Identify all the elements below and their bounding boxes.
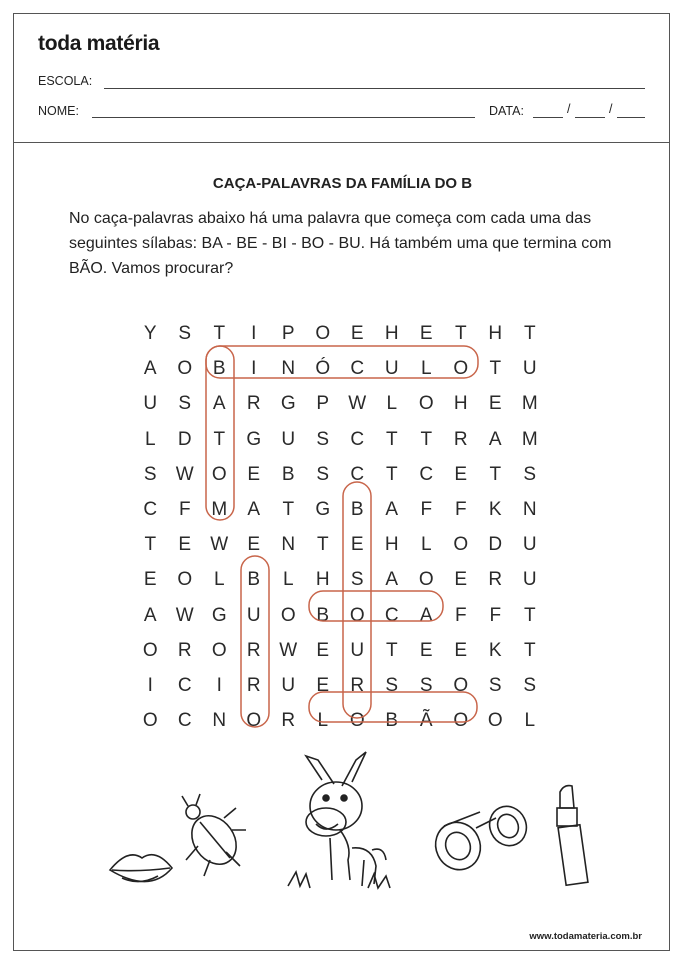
grid-letter[interactable]: U — [281, 674, 296, 696]
grid-letter[interactable]: A — [419, 604, 433, 626]
name-field[interactable] — [92, 117, 475, 118]
grid-letter[interactable]: O — [280, 604, 296, 626]
grid-letter[interactable]: H — [488, 323, 503, 344]
grid-letter[interactable]: O — [315, 323, 331, 344]
grid-letter[interactable]: O — [418, 393, 434, 415]
grid-letter[interactable]: U — [350, 639, 365, 661]
grid-row — [133, 703, 547, 738]
grid-letter[interactable]: O — [453, 674, 469, 696]
grid-letter[interactable]: K — [488, 639, 502, 661]
grid-letter[interactable]: G — [246, 428, 262, 450]
grid-letter[interactable]: A — [488, 428, 502, 450]
grid-letter[interactable]: O — [142, 639, 158, 661]
grid-letter[interactable]: T — [523, 323, 536, 344]
date-separator: / — [609, 102, 613, 116]
grid-letter[interactable]: L — [282, 569, 294, 591]
grid-letter[interactable]: C — [350, 358, 365, 380]
grid-letter[interactable]: D — [177, 428, 192, 450]
grid-letter[interactable]: S — [385, 674, 399, 696]
grid-letter[interactable]: U — [522, 534, 537, 556]
logo: toda matéria — [38, 32, 160, 55]
grid-letter[interactable]: I — [251, 323, 257, 344]
grid-letter[interactable]: T — [523, 604, 536, 626]
grid-letter[interactable]: R — [453, 428, 468, 450]
grid-letter[interactable]: E — [247, 463, 261, 485]
grid-letter[interactable]: I — [251, 358, 257, 380]
grid-letter[interactable]: S — [350, 569, 364, 591]
grid-letter[interactable]: T — [385, 463, 398, 485]
grid-letter[interactable]: R — [281, 710, 296, 732]
grid-letter[interactable]: T — [316, 534, 329, 556]
school-label: ESCOLA: — [38, 74, 93, 88]
grid-letter[interactable]: O — [349, 710, 365, 732]
grid-letter[interactable]: O — [246, 710, 262, 732]
grid-letter[interactable]: E — [178, 534, 192, 556]
grid-letter[interactable]: G — [211, 604, 227, 626]
grid-letter[interactable]: R — [177, 639, 192, 661]
grid-letter[interactable]: O — [418, 569, 434, 591]
grid-letter[interactable]: N — [212, 710, 227, 732]
date-month-field[interactable] — [575, 117, 605, 118]
grid-letter[interactable]: Y — [143, 323, 157, 344]
header-divider — [13, 142, 670, 143]
grid-letter[interactable]: U — [384, 358, 399, 380]
grid-letter[interactable]: O — [349, 604, 365, 626]
grid-letter[interactable]: S — [419, 674, 433, 696]
grid-letter[interactable]: H — [384, 323, 399, 344]
grid-letter[interactable]: S — [316, 428, 330, 450]
grid-letter[interactable]: T — [282, 498, 295, 520]
grid-letter[interactable]: T — [454, 323, 467, 344]
grid-letter[interactable]: O — [177, 358, 193, 380]
grid-letter[interactable]: F — [178, 498, 191, 520]
grid-letter[interactable]: W — [210, 534, 229, 556]
grid-letter[interactable]: U — [522, 358, 537, 380]
grid-letter[interactable]: N — [522, 498, 537, 520]
grid-letter[interactable]: T — [523, 639, 536, 661]
date-year-field[interactable] — [617, 117, 645, 118]
grid-letter[interactable]: S — [143, 463, 157, 485]
grid-letter[interactable]: W — [279, 639, 298, 661]
grid-letter[interactable]: P — [316, 393, 330, 415]
grid-letter[interactable]: E — [454, 569, 468, 591]
grid-letter[interactable]: R — [246, 639, 261, 661]
instructions-text: No caça-palavras abaixo há uma palavra que começa com cada uma das seguintes sílabas: BA - BE - BI - BO - BU. Há também uma que termina com BÃO. Vamos procurar? — [69, 210, 612, 277]
worksheet-title: CAÇA-PALAVRAS DA FAMÍLIA DO B — [212, 175, 473, 192]
grid-letter[interactable]: D — [488, 534, 503, 556]
grid-letter[interactable]: O — [177, 569, 193, 591]
grid-letter[interactable]: W — [348, 393, 367, 415]
grid-letter[interactable]: L — [144, 428, 156, 450]
grid-letter[interactable]: B — [247, 569, 261, 591]
grid-letter[interactable]: A — [212, 393, 226, 415]
grid-letter[interactable]: E — [454, 463, 468, 485]
grid-letter[interactable]: E — [350, 323, 364, 344]
grid-row — [133, 422, 547, 457]
grid-letter[interactable]: E — [350, 534, 364, 556]
grid-letter[interactable]: C — [350, 428, 365, 450]
grid-row — [133, 351, 547, 386]
grid-letter[interactable]: H — [384, 534, 399, 556]
grid-letter[interactable]: L — [317, 710, 329, 732]
grid-letter[interactable]: T — [213, 323, 226, 344]
footer-url[interactable]: www.todamateria.com.br — [529, 931, 642, 942]
grid-letter[interactable]: A — [143, 604, 157, 626]
grid-letter[interactable]: E — [488, 393, 502, 415]
grid-letter[interactable]: A — [385, 569, 399, 591]
grid-letter[interactable]: T — [385, 428, 398, 450]
grid-letter[interactable]: P — [281, 323, 295, 344]
grid-letter[interactable]: T — [385, 639, 398, 661]
grid-letter[interactable]: C — [419, 463, 434, 485]
grid-letter[interactable]: E — [247, 534, 261, 556]
grid-letter[interactable]: L — [524, 710, 536, 732]
grid-letter[interactable]: B — [385, 710, 399, 732]
school-field[interactable] — [104, 88, 645, 89]
grid-letter[interactable]: C — [177, 710, 192, 732]
grid-letter[interactable]: O — [453, 534, 469, 556]
grid-letter[interactable]: O — [211, 639, 227, 661]
grid-letter[interactable]: E — [316, 674, 330, 696]
grid-letter[interactable]: I — [216, 674, 222, 696]
grid-letter[interactable]: T — [489, 358, 502, 380]
grid-row — [133, 668, 547, 703]
grid-letter[interactable]: R — [246, 393, 261, 415]
grid-letter[interactable]: S — [316, 463, 330, 485]
grid-row — [133, 457, 547, 492]
grid-letter[interactable]: W — [175, 463, 194, 485]
grid-letter[interactable]: T — [489, 463, 502, 485]
grid-letter[interactable]: Ã — [419, 710, 433, 732]
grid-letter[interactable]: B — [316, 604, 330, 626]
grid-letter[interactable]: T — [144, 534, 157, 556]
grid-letter[interactable]: W — [175, 604, 194, 626]
grid-letter[interactable]: U — [281, 428, 296, 450]
grid-letter[interactable]: C — [350, 463, 365, 485]
grid-letter[interactable]: S — [523, 674, 537, 696]
grid-letter[interactable]: U — [143, 393, 158, 415]
grid-letter[interactable]: U — [246, 604, 261, 626]
grid-letter[interactable]: F — [454, 604, 467, 626]
grid-letter[interactable]: Ó — [315, 358, 331, 380]
grid-letter[interactable]: T — [420, 428, 433, 450]
grid-letter[interactable]: L — [386, 393, 398, 415]
grid-letter[interactable]: O — [487, 710, 503, 732]
grid-letter[interactable]: F — [420, 498, 433, 520]
grid-letter[interactable]: H — [453, 393, 468, 415]
grid-letter[interactable]: O — [453, 358, 469, 380]
grid-letter[interactable]: M — [521, 428, 538, 450]
date-day-field[interactable] — [533, 117, 563, 118]
grid-letter[interactable]: E — [316, 639, 330, 661]
grid-letter[interactable]: I — [147, 674, 153, 696]
grid-letter[interactable]: N — [281, 534, 296, 556]
grid-letter[interactable]: E — [419, 323, 433, 344]
grid-letter[interactable]: A — [385, 498, 399, 520]
grid-letter[interactable]: E — [143, 569, 157, 591]
grid-letter[interactable]: C — [143, 498, 158, 520]
grid-letter[interactable]: B — [350, 498, 364, 520]
grid-letter[interactable]: B — [281, 463, 295, 485]
name-label: NOME: — [38, 104, 79, 118]
grid-letter[interactable]: S — [488, 674, 502, 696]
grid-row — [133, 633, 547, 668]
grid-row — [133, 562, 547, 597]
grid-letter[interactable]: N — [281, 358, 296, 380]
grid-letter[interactable]: L — [420, 534, 432, 556]
grid-letter[interactable]: R — [246, 674, 261, 696]
grid-letter[interactable]: L — [420, 358, 432, 380]
grid-letter[interactable]: U — [522, 569, 537, 591]
grid-letter[interactable]: C — [177, 674, 192, 696]
grid-letter[interactable]: R — [350, 674, 365, 696]
grid-letter[interactable]: O — [453, 710, 469, 732]
grid-letter[interactable]: E — [419, 639, 433, 661]
grid-row — [133, 316, 547, 351]
grid-letter[interactable]: G — [315, 498, 331, 520]
grid-letter[interactable]: A — [247, 498, 261, 520]
grid-letter[interactable]: O — [211, 463, 227, 485]
grid-letter[interactable]: O — [142, 710, 158, 732]
grid-letter[interactable]: H — [315, 569, 330, 591]
grid-row — [133, 386, 547, 421]
grid-row — [133, 598, 547, 633]
date-label: DATA: — [489, 104, 524, 118]
grid-letter[interactable]: K — [488, 498, 502, 520]
grid-letter[interactable]: A — [143, 358, 157, 380]
grid-letter[interactable]: M — [211, 498, 228, 520]
word-search-grid — [133, 316, 547, 738]
grid-letter[interactable]: G — [280, 393, 296, 415]
grid-letter[interactable]: B — [212, 358, 226, 380]
grid-letter[interactable]: M — [521, 393, 538, 415]
grid-letter[interactable]: T — [213, 428, 226, 450]
grid-letter[interactable]: L — [213, 569, 225, 591]
grid-letter[interactable]: S — [178, 393, 192, 415]
grid-letter[interactable]: S — [178, 323, 192, 344]
date-separator: / — [567, 102, 571, 116]
grid-letter[interactable]: F — [454, 498, 467, 520]
grid-row — [133, 527, 547, 562]
grid-letter[interactable]: S — [523, 463, 537, 485]
grid-row — [133, 492, 547, 527]
grid-letter[interactable]: F — [489, 604, 502, 626]
grid-letter[interactable]: E — [454, 639, 468, 661]
grid-letter[interactable]: R — [488, 569, 503, 591]
grid-letter[interactable]: C — [384, 604, 399, 626]
